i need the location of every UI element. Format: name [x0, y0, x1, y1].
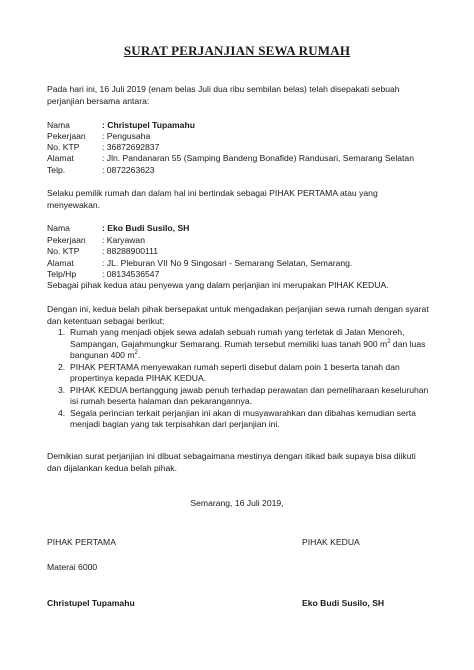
term-number: 3. — [58, 384, 66, 395]
term-number: 4. — [58, 407, 66, 418]
party2-statement: Sebagai pihak kedua atau penyewa yang dalam perjanjian ini merupakan PIHAK KEDUA. — [47, 280, 389, 290]
agreement-intro: Dengan ini, kedua belah pihak bersepakat untuk mengadakan perjanjian sewa rumah dengan syarat dan ketentuan sebagai berikut: — [47, 304, 429, 326]
party1-ktp: : 36872692837 — [102, 142, 160, 152]
place-date: Semarang, 16 Juli 2019, — [190, 498, 284, 508]
party2-name: : Eko Budi Susilo, SH — [102, 223, 190, 233]
party2-name-label: Nama — [47, 223, 70, 233]
party1-name: : Christupel Tupamahu — [102, 120, 195, 130]
closing-paragraph: Demikian surat perjanjian ini dibuat sebagaimana mestinya dengan itikad baik supaya bisa diikuti dan dijalankan kedua belah pihak. — [47, 451, 416, 473]
superscript: 2 — [387, 338, 391, 345]
term-number: 2. — [58, 361, 66, 372]
party2-phone-label: Telp/Hp — [47, 269, 77, 279]
party1-job-label: Pekerjaan — [47, 131, 86, 141]
left-signatory-role: PIHAK PERTAMA — [47, 537, 116, 547]
term-text: Segala perincian terkait perjanjian ini akan di musyawarahkan dan dibahas kemudian serta menjadi bagian yang tak terpisahkan dari perjanjian ini. — [70, 407, 416, 429]
party1-name-label: Nama — [47, 120, 70, 130]
party2-address-label: Alamat — [47, 258, 74, 268]
party2-job-label: Pekerjaan — [47, 235, 86, 245]
left-signatory-name: Christupel Tupamahu — [47, 598, 135, 608]
party2-ktp-label: No. KTP — [47, 246, 80, 256]
right-signatory-name: Eko Budi Susilo, SH — [302, 598, 385, 608]
letter-title: SURAT PERJANJIAN SEWA RUMAH — [123, 43, 351, 58]
term-item-1 — [47, 327, 437, 362]
party1-job: : Pengusaha — [102, 131, 151, 141]
term-text: Rumah yang menjadi objek sewa adalah sebuah rumah yang terletak di Jalan Menoreh, Sampangan, Gajahmungkur Semarang. Rumah tersebut memiliki luas tanah 900 m — [70, 327, 405, 349]
right-signatory-role: PIHAK KEDUA — [302, 537, 360, 547]
term-text: . — [137, 350, 141, 360]
party1-phone-label: Telp. — [47, 165, 66, 175]
party1-ktp-label: No. KTP — [47, 142, 80, 152]
term-item-4 — [47, 408, 437, 431]
party2-job: : Karyawan — [102, 235, 145, 245]
intro-paragraph: Pada hari ini, 16 Juli 2019 (enam belas Juli dua ribu sembilan belas) telah disepakati sebuah perjanjian bersama antara: — [47, 84, 400, 106]
term-number: 1. — [58, 327, 66, 337]
materai-note: Materai 6000 — [47, 562, 98, 572]
party1-phone: : 0872263623 — [102, 165, 155, 175]
party2-ktp: : 88288900111 — [102, 246, 159, 256]
party1-address: : Jln. Pandanaran 55 (Samping Bandeng Bonafide) Randusari, Semarang Selatan — [102, 153, 414, 163]
party2-phone: : 08134536547 — [102, 269, 160, 279]
party2-address: : JL. Pleburan VII No 9 Singosari - Semarang Selatan, Semarang. — [102, 258, 353, 268]
terms-list — [47, 327, 437, 431]
term-item-3 — [47, 385, 437, 408]
party1-address-label: Alamat — [47, 153, 74, 163]
party1-statement: Selaku pemilik rumah dan dalam hal ini bertindak sebagai PIHAK PERTAMA atau yang menyewakan. — [47, 188, 378, 210]
term-item-2 — [47, 362, 437, 385]
term-text: dan luas bangunan 400 m — [70, 338, 426, 360]
superscript: 2 — [134, 350, 138, 357]
term-text: PIHAK KEDUA bertanggung jawab penuh terhadap perawatan dan pemeliharaan keseluruhan isi rumah beserta halaman dan pekarangannya. — [70, 384, 429, 406]
term-text: PIHAK PERTAMA menyewakan rumah seperti disebut dalam poin 1 beserta tanah dan propertinya kepada PIHAK KEDUA. — [70, 361, 400, 383]
